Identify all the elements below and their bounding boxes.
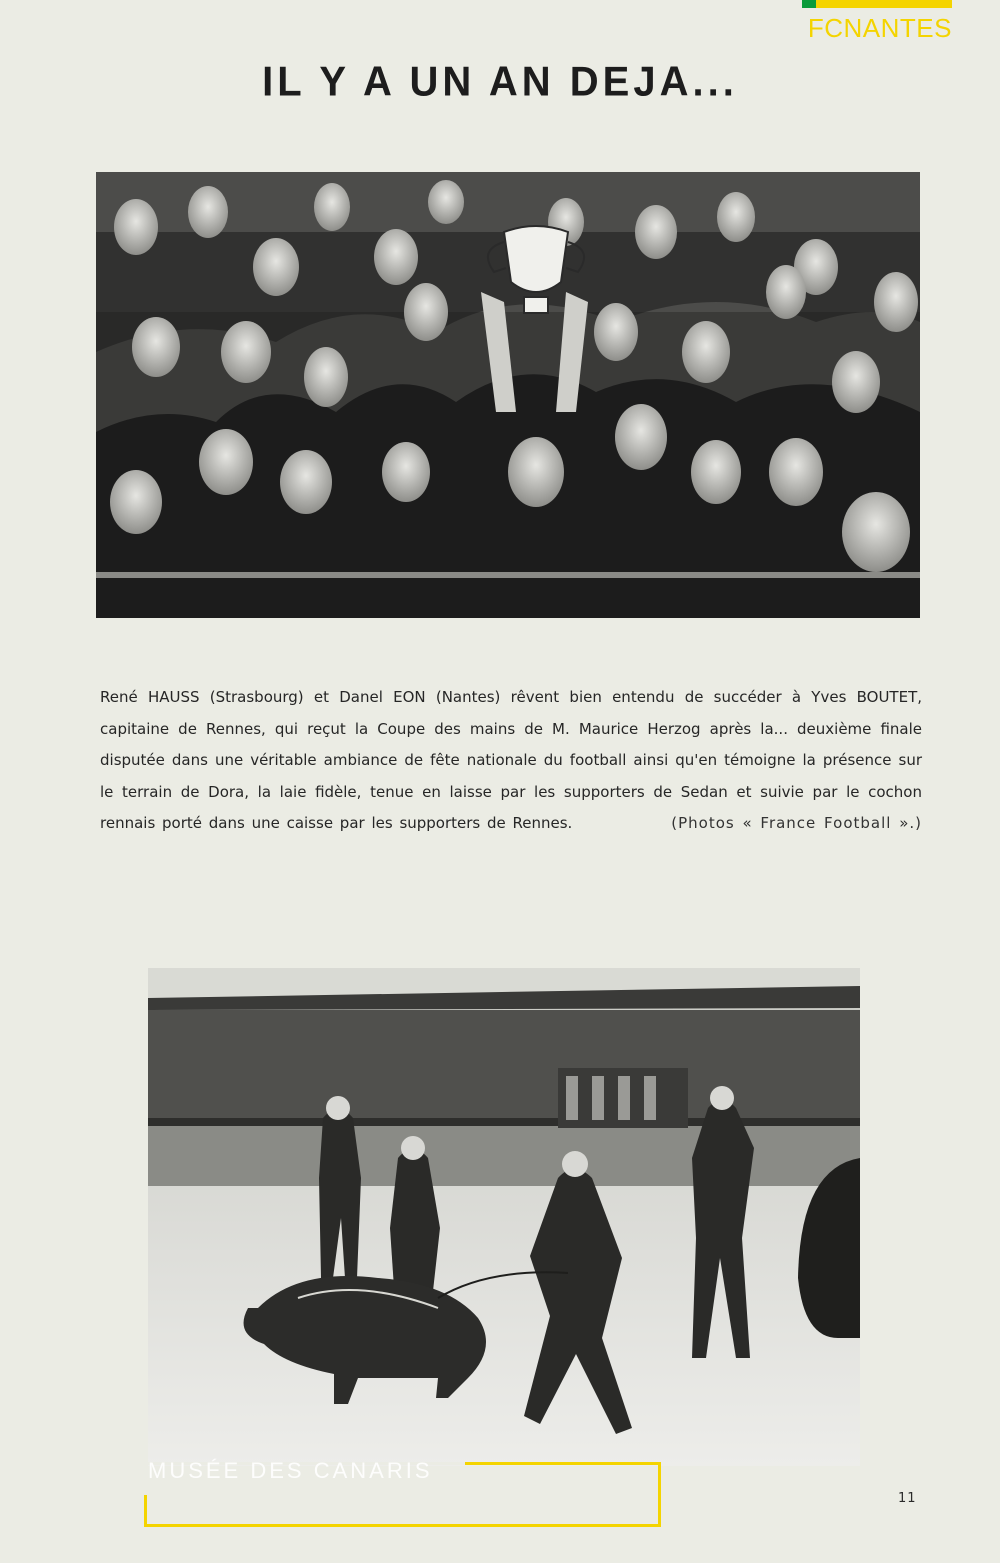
brand-logo[interactable] — [802, 0, 952, 44]
photo-stadium-mascots — [148, 968, 860, 1466]
photo-trophy-celebration — [96, 172, 920, 618]
watermark-text: MUSÉE DES CANARIS — [148, 1458, 433, 1483]
brand-color-bar — [802, 0, 952, 8]
stadium-photo-image — [148, 968, 860, 1466]
photo-credit: (Photos « France Football ».) — [671, 814, 922, 833]
page-title: IL Y A UN AN DEJA... — [262, 58, 738, 106]
caption-text: René HAUSS (Strasbourg) et Danel EON (Nantes) rêvent bien entendu de succéder à Yves BOUTET, capitaine de Rennes, qui reçut la Coupe des mains de M. Maurice Herzog après la... deuxième finale disputée dans une véritable ambiance de fête nationale du football ainsi qu'en témoigne la présence sur le terrain de Dora, la laie fidèle, tenue en laisse par les supporters de Sedan et suivie par le cochon rennais porté dans une caisse par les supporters de Rennes. — [100, 688, 922, 833]
photo-caption — [100, 682, 922, 840]
trophy-photo-image — [96, 172, 920, 618]
brand-name: FCNANTES — [807, 13, 952, 43]
page-number: 11 — [898, 1491, 917, 1506]
